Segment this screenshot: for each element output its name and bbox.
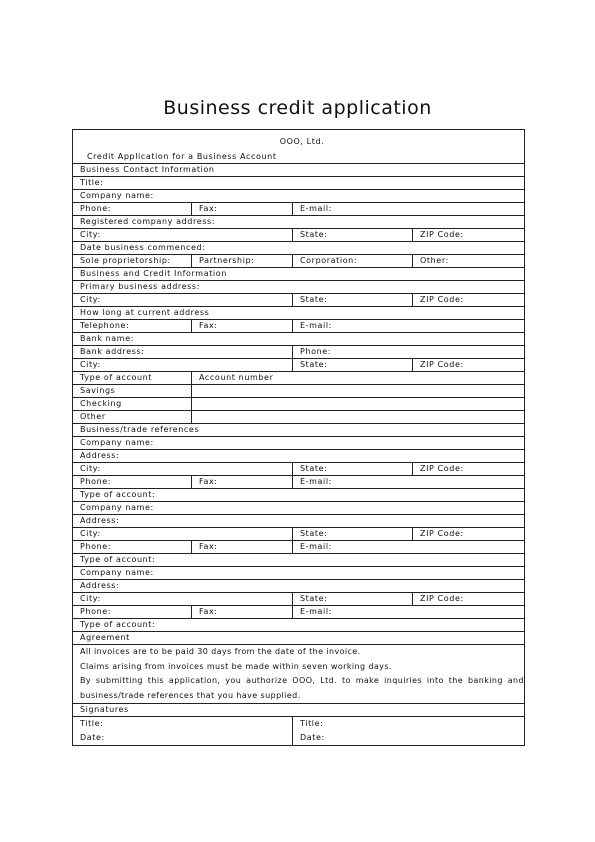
bank-state-field[interactable]: State: bbox=[293, 359, 413, 372]
email-field[interactable]: E-mail: bbox=[293, 203, 525, 216]
right-signature-title[interactable]: Title: bbox=[300, 719, 324, 728]
account-number-header: Account number bbox=[192, 372, 525, 385]
ref3-zip-field[interactable]: ZIP Code: bbox=[413, 593, 525, 606]
account-type-other: Other bbox=[73, 411, 192, 424]
other-entity-field[interactable]: Other: bbox=[413, 255, 525, 268]
ref1-company-field[interactable]: Company name: bbox=[73, 437, 525, 450]
ref1-phone-field[interactable]: Phone: bbox=[73, 476, 192, 489]
phone-field[interactable]: Phone: bbox=[73, 203, 192, 216]
bank-city-field[interactable]: City: bbox=[73, 359, 293, 372]
primary-state-field[interactable]: State: bbox=[293, 294, 413, 307]
primary-address-field[interactable]: Primary business address: bbox=[73, 281, 525, 294]
state-field[interactable]: State: bbox=[293, 229, 413, 242]
savings-account-number-field[interactable] bbox=[192, 385, 525, 398]
ref2-company-field[interactable]: Company name: bbox=[73, 502, 525, 515]
ref1-zip-field[interactable]: ZIP Code: bbox=[413, 463, 525, 476]
ref2-email-field[interactable]: E-mail: bbox=[293, 541, 525, 554]
telephone-field[interactable]: Telephone: bbox=[73, 320, 192, 333]
company-name-field[interactable]: Company name: bbox=[73, 190, 525, 203]
how-long-field[interactable]: How long at current address bbox=[73, 307, 525, 320]
contact-section-heading: Business Contact Information bbox=[73, 164, 525, 177]
ref1-address-field[interactable]: Address: bbox=[73, 450, 525, 463]
signature-right[interactable] bbox=[293, 717, 525, 746]
ref1-fax-field[interactable]: Fax: bbox=[192, 476, 293, 489]
signature-left[interactable] bbox=[73, 717, 293, 746]
ref3-address-field[interactable]: Address: bbox=[73, 580, 525, 593]
primary-zip-field[interactable]: ZIP Code: bbox=[413, 294, 525, 307]
agreement-line-payment: All invoices are to be paid 30 days from the date of the invoice. bbox=[80, 647, 361, 656]
registered-address-field[interactable]: Registered company address: bbox=[73, 216, 525, 229]
form-subtitle: Credit Application for a Business Account bbox=[87, 152, 277, 161]
ref3-fax-field[interactable]: Fax: bbox=[192, 606, 293, 619]
credit-fax-field[interactable]: Fax: bbox=[192, 320, 293, 333]
account-type-checking: Checking bbox=[73, 398, 192, 411]
ref3-phone-field[interactable]: Phone: bbox=[73, 606, 192, 619]
city-field[interactable]: City: bbox=[73, 229, 293, 242]
agreement-line-claims: Claims arising from invoices must be made within seven working days. bbox=[80, 661, 392, 671]
ref2-phone-field[interactable]: Phone: bbox=[73, 541, 192, 554]
ref2-state-field[interactable]: State: bbox=[293, 528, 413, 541]
ref3-city-field[interactable]: City: bbox=[73, 593, 293, 606]
bank-address-field[interactable]: Bank address: bbox=[73, 346, 293, 359]
credit-application-form bbox=[72, 129, 525, 746]
other-account-number-field[interactable] bbox=[192, 411, 525, 424]
sole-proprietorship-field[interactable]: Sole proprietorship: bbox=[73, 255, 192, 268]
partnership-field[interactable]: Partnership: bbox=[192, 255, 293, 268]
credit-email-field[interactable]: E-mail: bbox=[293, 320, 525, 333]
account-type-savings: Savings bbox=[73, 385, 192, 398]
bank-name-field[interactable]: Bank name: bbox=[73, 333, 525, 346]
agreement-line-authorization: By submitting this application, you authorize OOO, Ltd. to make inquiries into the banking and business/trade references that you have supplied. bbox=[80, 676, 524, 700]
ref1-account-type-field[interactable]: Type of account: bbox=[73, 489, 525, 502]
zip-field[interactable]: ZIP Code: bbox=[413, 229, 525, 242]
agreement-heading: Agreement bbox=[73, 632, 525, 645]
agreement-text bbox=[73, 645, 525, 704]
ref1-email-field[interactable]: E-mail: bbox=[293, 476, 525, 489]
ref2-zip-field[interactable]: ZIP Code: bbox=[413, 528, 525, 541]
fax-field[interactable]: Fax: bbox=[192, 203, 293, 216]
ref2-city-field[interactable]: City: bbox=[73, 528, 293, 541]
account-type-header: Type of account bbox=[73, 372, 192, 385]
ref3-state-field[interactable]: State: bbox=[293, 593, 413, 606]
references-section-heading: Business/trade references bbox=[73, 424, 525, 437]
primary-city-field[interactable]: City: bbox=[73, 294, 293, 307]
title-field[interactable]: Title: bbox=[73, 177, 525, 190]
ref1-state-field[interactable]: State: bbox=[293, 463, 413, 476]
ref2-fax-field[interactable]: Fax: bbox=[192, 541, 293, 554]
ref2-address-field[interactable]: Address: bbox=[73, 515, 525, 528]
checking-account-number-field[interactable] bbox=[192, 398, 525, 411]
ref3-account-type-field[interactable]: Type of account: bbox=[73, 619, 525, 632]
date-commenced-field[interactable]: Date business commenced: bbox=[73, 242, 525, 255]
ref1-city-field[interactable]: City: bbox=[73, 463, 293, 476]
signatures-heading: Signatures bbox=[73, 704, 525, 717]
credit-section-heading: Business and Credit Information bbox=[73, 268, 525, 281]
form-header bbox=[73, 130, 525, 164]
bank-zip-field[interactable]: ZIP Code: bbox=[413, 359, 525, 372]
ref3-company-field[interactable]: Company name: bbox=[73, 567, 525, 580]
left-signature-title[interactable]: Title: bbox=[80, 719, 104, 728]
company-name-header: OOO, Ltd. bbox=[279, 137, 325, 146]
corporation-field[interactable]: Corporation: bbox=[293, 255, 413, 268]
right-signature-date[interactable]: Date: bbox=[300, 733, 325, 742]
left-signature-date[interactable]: Date: bbox=[80, 733, 105, 742]
bank-phone-field[interactable]: Phone: bbox=[293, 346, 525, 359]
ref3-email-field[interactable]: E-mail: bbox=[293, 606, 525, 619]
ref2-account-type-field[interactable]: Type of account: bbox=[73, 554, 525, 567]
document-title: Business credit application bbox=[163, 97, 432, 119]
